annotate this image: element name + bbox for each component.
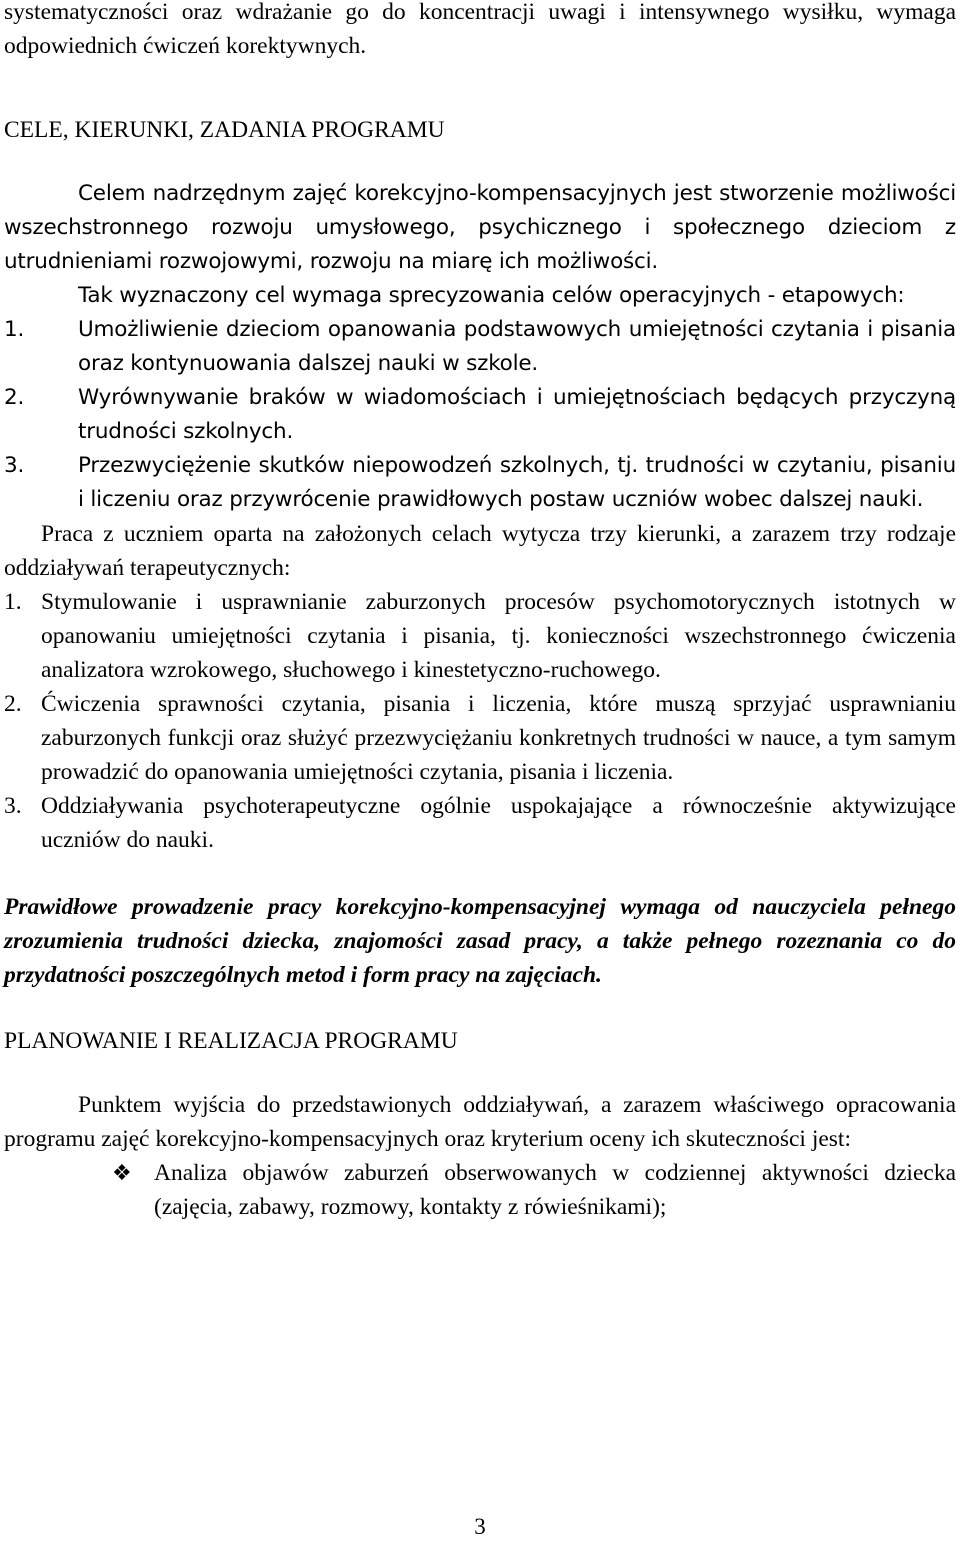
section-heading-planning: PLANOWANIE I REALIZACJA PROGRAMU (4, 1028, 458, 1054)
list-item (4, 789, 956, 857)
list-text: Stymulowanie i usprawnianie zaburzonych procesów psychomotorycznych istotnych w opanowaniu umiejętności czytania i pisania, tj. konieczności wszechstronnego ćwiczenia analizatora wzrokowego, słuchowego i kinestetyczno-ruchowego. (41, 589, 956, 683)
list-item (4, 381, 956, 449)
criteria-list (4, 1156, 956, 1224)
list-text: Oddziaływania psychoterapeutyczne ogólnie uspokajające a równocześnie aktywizujące uczniów do nauki. (41, 793, 956, 853)
list-number: 1. (4, 589, 22, 615)
list-number: 1. (4, 317, 25, 342)
section-heading-goals: CELE, KIERUNKI, ZADANIA PROGRAMU (4, 117, 445, 143)
list-item (4, 585, 956, 687)
directions-intro: Praca z uczniem oparta na założonych celach wytycza trzy kierunki, a zarazem trzy rodzaje oddziaływań terapeutycznych: (4, 521, 956, 581)
operational-goals-intro: Tak wyznaczony cel wymaga sprecyzowania celów operacyjnych - etapowych: (78, 283, 905, 308)
list-item (4, 687, 956, 789)
intro-paragraph: systematyczności oraz wdrażanie go do koncentracji uwagi i intensywnego wysiłku, wymaga odpowiednich ćwiczeń korektywnych. (4, 0, 956, 59)
list-item (4, 313, 956, 381)
list-text: Analiza objawów zaburzeń obserwowanych w codziennej aktywności dziecka (zajęcia, zabawy, rozmowy, kontakty z rówieśnikami); (154, 1160, 956, 1220)
list-text: Ćwiczenia sprawności czytania, pisania i liczenia, które muszą sprzyjać usprawnianiu zaburzonych funkcji oraz służyć przezwyciężaniu konkretnych trudności w nauce, a tym samym prowadzić do opanowania umiejętności czytania, pisania i liczenia. (41, 691, 956, 785)
list-number: 2. (4, 691, 22, 717)
diamond-star-icon: ❖ (112, 1160, 132, 1185)
list-text: Umożliwienie dzieciom opanowania podstawowych umiejętności czytania i pisania oraz kontynuowania dalszej nauki w szkole. (78, 317, 956, 376)
goal-paragraph: Celem nadrzędnym zajęć korekcyjno-kompensacyjnych jest stworzenie możliwości wszechstronnego rozwoju umysłowego, psychicznego i społecznego dzieciom z utrudnieniami rozwojowymi, rozwoju na miarę ich możliwości. (4, 181, 956, 274)
page-number: 3 (474, 1514, 486, 1539)
list-item (4, 1156, 956, 1224)
list-item (4, 449, 956, 517)
document-page (4, 0, 956, 1224)
operational-goals-list (4, 313, 956, 517)
list-number: 3. (4, 793, 22, 819)
therapy-directions-list (4, 585, 956, 857)
list-text: Przezwyciężenie skutków niepowodzeń szkolnych, tj. trudności w czytaniu, pisaniu i liczeniu oraz przywrócenie prawidłowych postaw uczniów wobec dalszej nauki. (78, 453, 956, 512)
emphasis-paragraph: Prawidłowe prowadzenie pracy korekcyjno-kompensacyjnej wymaga od nauczyciela pełnego zrozumienia trudności dziecka, znajomości zasad pracy, a także pełnego rozeznania co do przydatności poszczególnych metod i form pracy na zajęciach. (4, 894, 956, 988)
planning-paragraph: Punktem wyjścia do przedstawionych oddziaływań, a zarazem właściwego opracowania programu zajęć korekcyjno-kompensacyjnych oraz kryterium oceny ich skuteczności jest: (4, 1092, 956, 1152)
list-number: 3. (4, 453, 25, 478)
list-text: Wyrównywanie braków w wiadomościach i umiejętnościach będących przyczyną trudności szkolnych. (78, 385, 956, 444)
list-number: 2. (4, 385, 25, 410)
